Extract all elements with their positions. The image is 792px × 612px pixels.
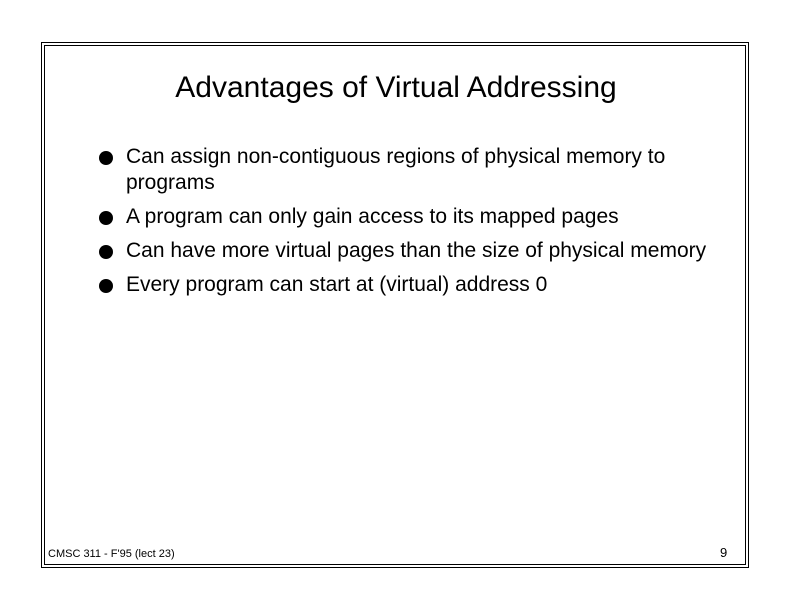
slide-footer: CMSC 311 - F'95 (lect 23) <box>48 548 175 560</box>
bullet-item <box>97 204 717 230</box>
page-number: 9 <box>720 545 728 560</box>
filled-circle-bullet-icon <box>99 211 113 225</box>
bullet-text: A program can only gain access to its mapped pages <box>126 205 619 228</box>
bullet-text: Can assign non-contiguous regions of physical memory to programs <box>126 145 666 194</box>
filled-circle-bullet-icon <box>99 245 113 259</box>
bullet-text: Every program can start at (virtual) address 0 <box>126 273 548 296</box>
bullet-item <box>97 272 717 298</box>
filled-circle-bullet-icon <box>99 151 113 165</box>
bullet-item <box>97 144 717 196</box>
bullet-list <box>97 144 717 306</box>
slide-title: Advantages of Virtual Addressing <box>175 71 617 104</box>
bullet-text: Can have more virtual pages than the size of physical memory <box>126 239 707 262</box>
bullet-item <box>97 238 717 264</box>
filled-circle-bullet-icon <box>99 279 113 293</box>
